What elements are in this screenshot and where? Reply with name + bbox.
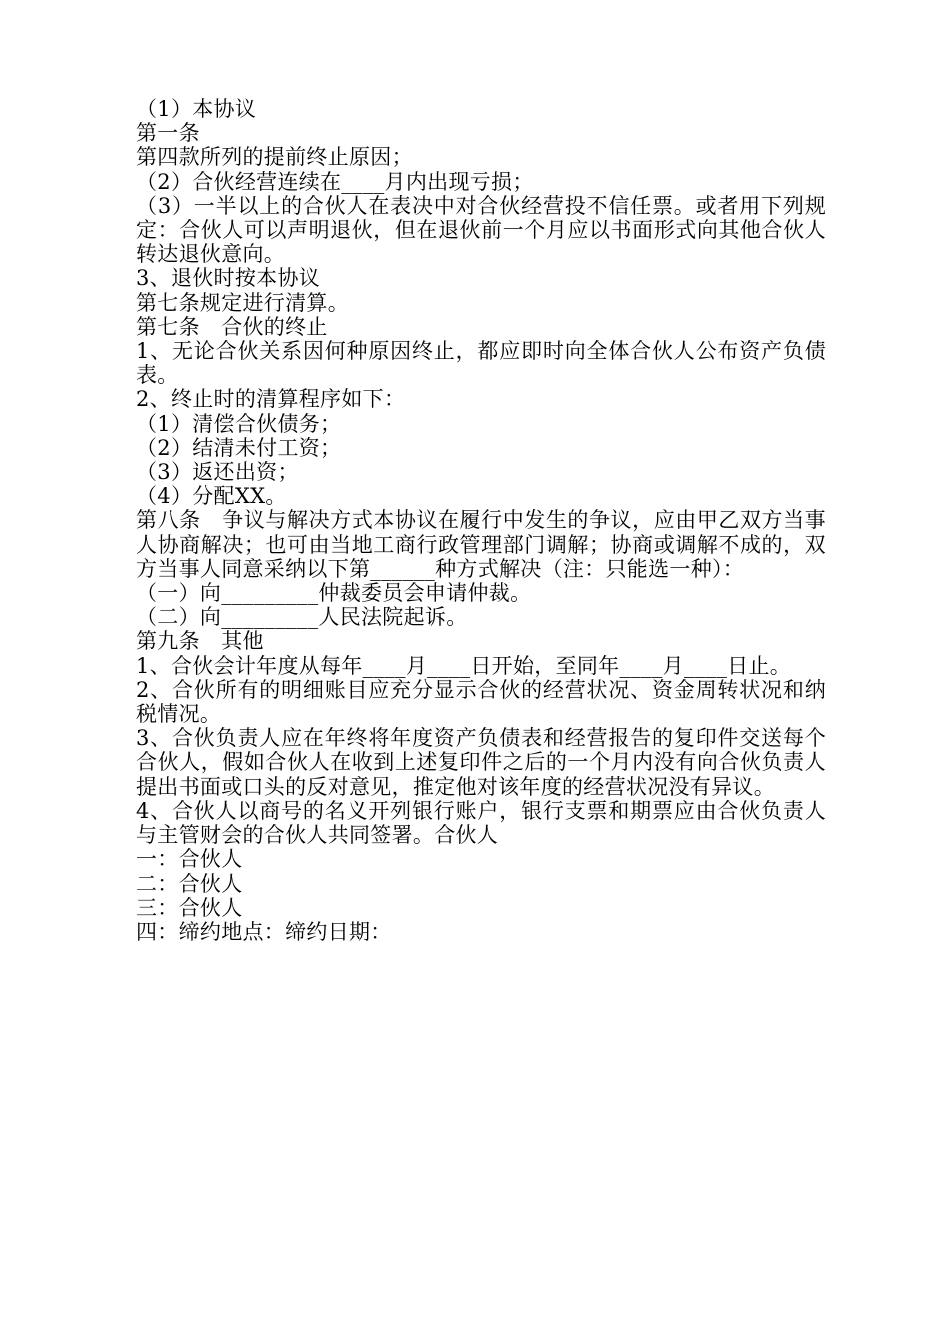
text-line: 3、退伙时按本协议: [136, 266, 321, 291]
document-body: [136, 97, 826, 944]
text-paragraph: （3）一半以上的合伙人在表决中对合伙经营投不信任票。或者用下列规定：合伙人可以声明退伙，但在退伙前一个月应以书面形式向其他合伙人转达退伙意向。: [136, 193, 826, 267]
section-paragraph: 第八条 争议与解决方式本协议在履行中发生的争议，应由甲乙双方当事人协商解决；也可由当地工商行政管理部门调解；协商或调解不成的，双方当事人同意采纳以下第______种方式解决（注：只能选一种）：: [136, 508, 826, 581]
text-line: 2、终止时的清算程序如下：: [136, 387, 406, 412]
signature-line: 四：缔约地点：缔约日期：: [136, 919, 392, 944]
text-line: 第一条: [136, 121, 200, 146]
section-heading: 第九条 其他: [136, 629, 264, 654]
text-line: （1）本协议: [136, 97, 257, 121]
list-item: （3）返还出资；: [136, 460, 299, 485]
text-paragraph: 4、合伙人以商号的名义开列银行账户，银行支票和期票应由合伙负责人与主管财会的合伙人共同签署。合伙人: [136, 798, 826, 848]
list-item: （一）向_________仲裁委员会申请仲裁。: [136, 581, 532, 606]
text-line: 第四款所列的提前终止原因；: [136, 145, 413, 170]
section-heading: 第七条 合伙的终止: [136, 314, 328, 339]
text-paragraph: 3、合伙负责人应在年终将年度资产负债表和经营报告的复印件交送每个合伙人，假如合伙人在收到上述复印件之后的一个月内没有向合伙负责人提出书面或口头的反对意见，推定他对该年度的经营状况没有异议。: [136, 726, 826, 799]
signature-line: 一：合伙人: [136, 847, 243, 872]
list-item: （2）结清未付工资；: [136, 435, 342, 460]
text-line: 第七条规定进行清算。: [136, 290, 349, 315]
text-paragraph: 1、合伙会计年度从每年____月____日开始，至同年____月____日止。: [136, 653, 792, 678]
signature-line: 二：合伙人: [136, 871, 243, 896]
list-item: （4）分配XX。: [136, 484, 287, 509]
text-paragraph: 2、合伙所有的明细账目应充分显示合伙的经营状况、资金周转状况和纳税情况。: [136, 677, 826, 727]
list-item: （二）向_________人民法院起诉。: [136, 605, 468, 630]
text-paragraph: 1、无论合伙关系因何种原因终止，都应即时向全体合伙人公布资产负债表。: [136, 339, 826, 388]
list-item: （1）清偿合伙债务；: [136, 411, 342, 436]
signature-line: 三：合伙人: [136, 895, 243, 920]
text-line: （2）合伙经营连续在____月内出现亏损；: [136, 169, 534, 194]
